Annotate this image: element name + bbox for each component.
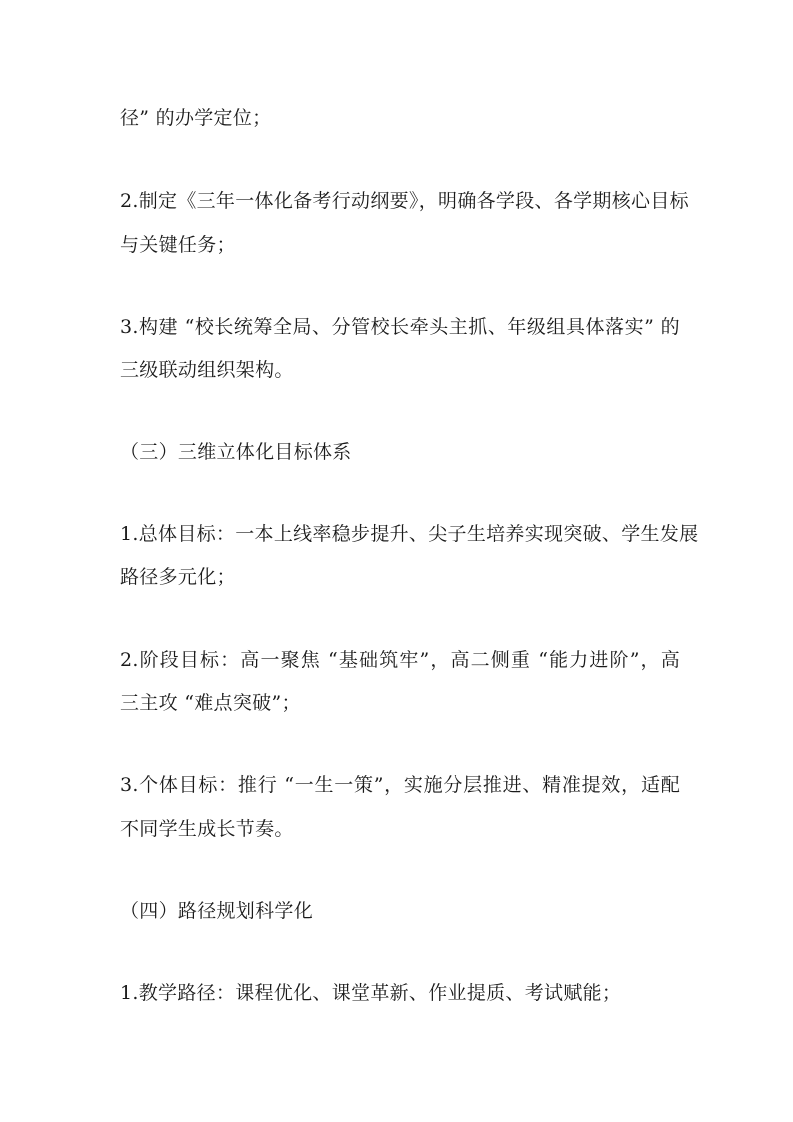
text-line: 与关键任务；	[120, 234, 236, 256]
text-line: 1.总体目标：一本上线率稳步提升、尖子生培养实现突破、学生发展	[120, 523, 699, 545]
text-line: 不同学生成长节奏。	[120, 818, 294, 840]
text-line: 2.阶段目标：高一聚焦 “基础筑牢”，高二侧重 “能力进阶”，高	[120, 649, 680, 671]
text-line: 径” 的办学定位；	[120, 107, 272, 129]
text-line: 3.构建 “校长统筹全局、分管校长牵头主抓、年级组具体落实” 的	[120, 316, 680, 338]
text-line: 3.个体目标：推行 “一生一策”，实施分层推进、精准提效，适配	[120, 774, 680, 796]
section-heading: （三）三维立体化目标体系	[120, 441, 352, 463]
section-heading: （四）路径规划科学化	[120, 900, 314, 922]
text-line: 三主攻 “难点突破”；	[120, 692, 301, 714]
text-line: 2.制定《三年一体化备考行动纲要》，明确各学段、各学期核心目标	[120, 190, 689, 212]
text-line: 路径多元化；	[120, 566, 236, 588]
text-line: 三级联动组织架构。	[120, 359, 294, 381]
text-line: 1.教学路径：课程优化、课堂革新、作业提质、考试赋能；	[120, 982, 622, 1004]
